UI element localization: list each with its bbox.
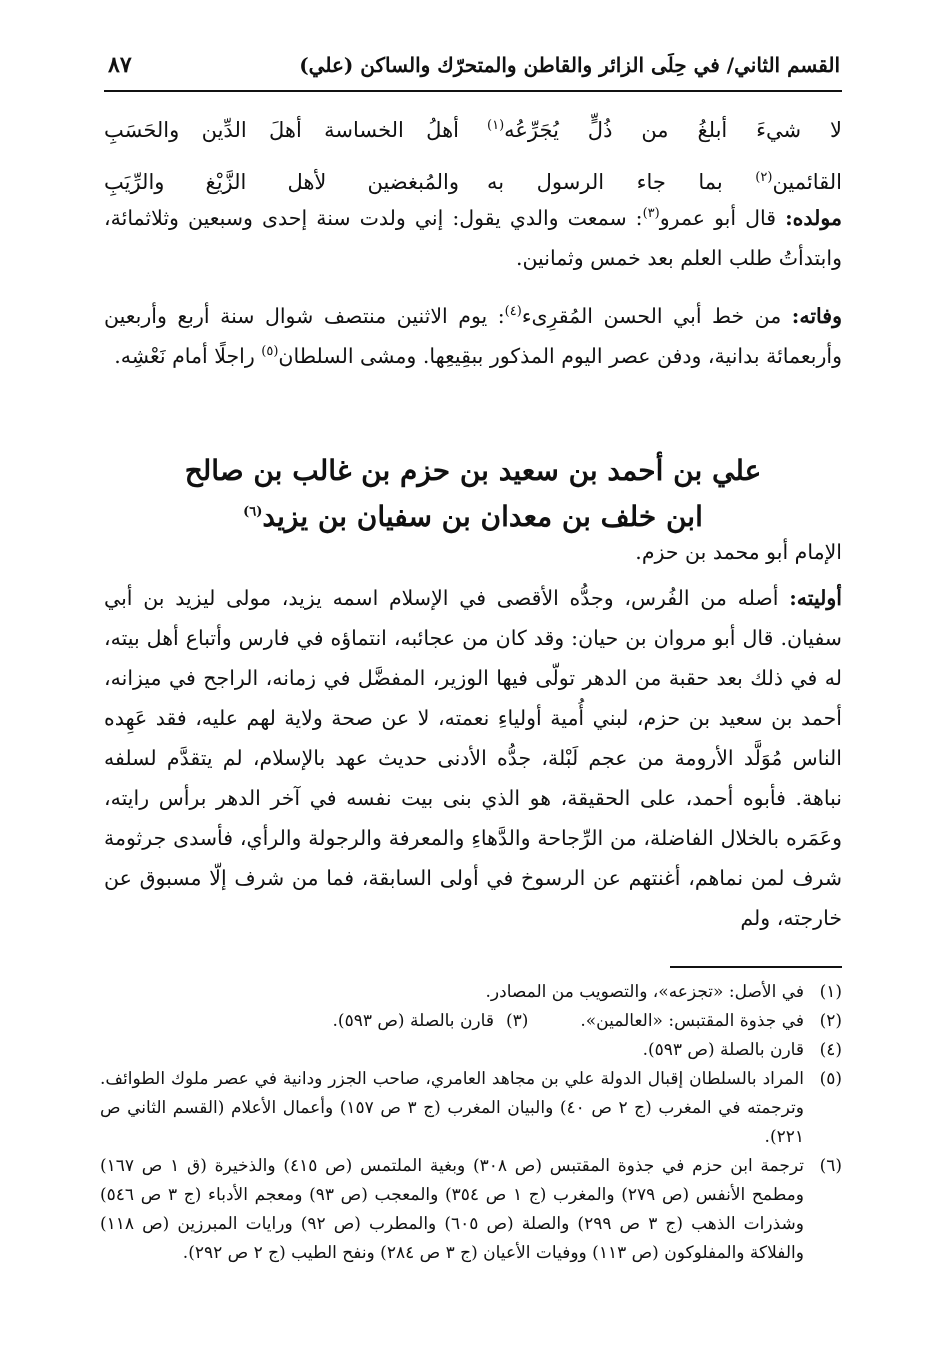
footnote-4 <box>100 1036 842 1065</box>
footnote-1-number: (١) <box>819 982 842 1002</box>
wafat-text-b: : يوم الاثنين منتصف شوال سنة أربع وأربعين وأربعمائة بدانية، ودفن عصر اليوم المذكور ببقِيعِها. ومشى السلطان <box>104 304 842 368</box>
verse-2-first-hemistich-tail: بما جاء الرسول به <box>487 170 723 194</box>
verse-1 <box>104 104 842 156</box>
footnote-3-number: (٣) <box>505 1011 529 1031</box>
footnote-4-text: قارن بالصلة (ص ٥٩٣). <box>642 1040 804 1060</box>
footnote-2 <box>580 1007 842 1036</box>
footnote-1 <box>100 978 842 1007</box>
wafat-text-c: راجلًا أمام نَعْشِه. <box>114 344 255 368</box>
footnote-rule <box>670 966 842 968</box>
entry-heading <box>104 448 842 540</box>
verse-2-second-hemistich: والمُبغضين لأهل الزَّيْغ والرِّيَبِ <box>104 170 459 194</box>
footnote-3 <box>333 1007 529 1036</box>
entry-heading-line-2-text: ابن خلف بن معدان بن سفيان بن يزيد <box>262 500 703 533</box>
footnote-5-text: المراد بالسلطان إقبال الدولة علي بن مجاهد العامري، صاحب الجزر ودانية في عصر ملوك الطوائف. وترجمته في المغرب (ج ٢ ص ٤٠) والبيان المغرب (ج ٣ ص ١٥٧) وأعمال الأعلام (القسم الثاني ص ٢٢١). <box>100 1069 804 1147</box>
wafat-label: وفاته: <box>791 304 843 328</box>
footnote-ref-6: (٦) <box>243 504 263 520</box>
running-title: القسم الثاني/ في حِلَى الزائر والقاطن والمتحرّك والساكن (علي) <box>299 53 840 77</box>
verse-2-first-hemistich-text: القائمين <box>772 170 842 194</box>
footnotes <box>100 978 842 1268</box>
footnote-6-text: ترجمة ابن حزم في جذوة المقتبس (ص ٣٠٨) وبغية الملتمس (ص ٤١٥) والذخيرة (ق ١ ص ١٦٧) ومطمح الأنفس (ص ٢٧٩) والمغرب (ج ١ ص ٣٥٤) والمعجب (ص ٩٣) ومعجم الأدباء (ج ٣ ص ٥٤٦) وشذرات الذهب (ج ٣ ص ٢٩٩) والصلة (ص ٦٠٥) والمطرب (ص ٩٢) ورايات المبرزين (ص ١١٨) والفلاكة والمفلوكون (ص ١١٣) ووفيات الأعيان (ج ٣ ص ٢٨٤) ونفح الطيب (ج ٢ ص ٢٩٢). <box>100 1156 804 1263</box>
footnote-pair-2-3 <box>100 1007 842 1036</box>
poem <box>104 104 842 208</box>
footnote-1-text: في الأصل: «تجزعه»، والتصويب من المصادر. <box>485 982 804 1002</box>
footnote-ref-1: (١) <box>487 118 505 133</box>
footnote-2-text: في جذوة المقتبس: «العالمين». <box>580 1011 804 1031</box>
verse-2-first-hemistich <box>487 170 842 194</box>
wafat-paragraph <box>104 296 842 376</box>
verse-1-first-hemistich-text: لا شيءَ أبلغُ من ذُلٍّ يُجَرِّعُه <box>504 118 842 142</box>
footnote-ref-5: (٥) <box>261 344 279 360</box>
running-head <box>108 52 840 78</box>
verse-1-first-hemistich <box>487 118 842 142</box>
verse-1-second-hemistich: أهلُ الخساسة أهلَ الدِّين والحَسَبِ <box>104 118 459 142</box>
footnote-3-text: قارن بالصلة (ص ٥٩٣). <box>332 1011 494 1031</box>
footnote-ref-2: (٢) <box>755 170 773 185</box>
header-rule <box>104 90 842 92</box>
mawlid-paragraph <box>104 198 842 278</box>
page-number: ٨٧ <box>108 52 132 78</box>
footnote-5 <box>100 1065 842 1152</box>
awwaliyya-paragraph <box>104 578 842 938</box>
awwaliyya-label: أوليته: <box>789 586 842 610</box>
footnote-2-number: (٢) <box>819 1011 842 1031</box>
wafat-text-a: من خط أبي الحسن المُقرِىء <box>521 304 782 328</box>
footnote-ref-3: (٣) <box>642 206 660 222</box>
mawlid-label: مولده: <box>785 206 842 230</box>
awwaliyya-text: أصله من الفُرس، وجدُّه الأقصى في الإسلام اسمه يزيد، مولى ليزيد بن أبي سفيان. قال أبو مروان بن حيان: وقد كان من عجائبه، انتماؤه في فارس وأتباع أهل بيته، له في ذلك بعد حقبة من الدهر تولّى فيها الوزير، المفضَّل في زمانه، الراجح في ميزانه، أحمد بن سعيد بن حزم، لبني أُمية أولياءِ نعمته، لا عن صحة ولاية لهم عليه، فقد عَهِده الناس مُوَلَّد الأرومة من عجم لَبْلة، جدُّه الأدنى حديث عهد بالإسلام، لم يتقدَّم لسلفه نباهة. فأبوه أحمد، على الحقيقة، هو الذي بنى بيت نفسه في آخر الدهر برأس رايته، وعَمَره بالخلال الفاضلة، من الرِّجاحة والدَّهاءِ والمعرفة والرجولة والرأي، فأسدى جرثومة شرف لمن نماهم، أغنتهم عن الرسوخ في أولى السابقة، فما من شرف إلّا مسبوق عن خارجته، ولم <box>104 586 842 930</box>
mawlid-text-a: قال أبو عمرو <box>659 206 777 230</box>
entry-heading-line-1: علي بن أحمد بن سعيد بن حزم بن غالب بن صالح <box>184 454 762 487</box>
kunya-line: الإمام أبو محمد بن حزم. <box>635 540 842 564</box>
mawlid-text-b: : سمعت والدي يقول: إني ولدت سنة إحدى وسبعين وثلاثمائة، وابتدأتُ طلب العلم بعد خمس وثمانين. <box>104 206 842 270</box>
footnote-6-number: (٦) <box>819 1156 842 1176</box>
footnote-ref-4: (٤) <box>504 304 522 320</box>
footnote-6 <box>100 1152 842 1268</box>
footnote-4-number: (٤) <box>819 1040 842 1060</box>
footnote-5-number: (٥) <box>819 1069 842 1089</box>
